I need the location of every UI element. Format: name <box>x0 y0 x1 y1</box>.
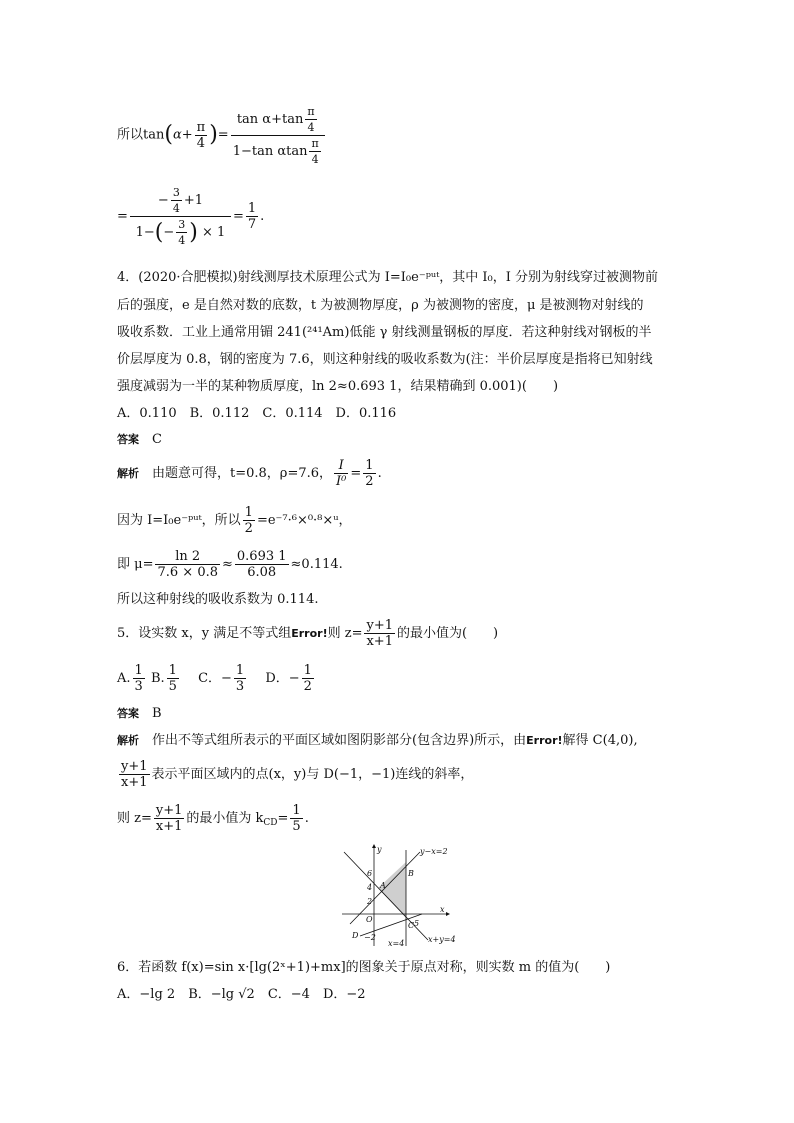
q3-plus: + <box>181 127 193 143</box>
q5-answer: 答案 B <box>117 706 162 721</box>
q4-solution-2: 因为 I=I₀e⁻ᵖᵘᵗ，所以 $\frac{1}{2}$ =e⁻⁷·⁶×⁰·⁸×ᵘ， <box>117 505 352 536</box>
label-B: B <box>408 869 414 878</box>
y-axis-arrow <box>372 844 376 848</box>
label-y-minus-x: y−x=2 <box>420 847 448 856</box>
q5-solution-1: 解析 作出不等式组所表示的平面区域如图阴影部分(包含边界)所示，由Error!解得 C(4,0), <box>117 733 638 748</box>
q3-lead: 所以tan <box>117 127 165 143</box>
label-x-axis: x <box>440 905 445 914</box>
q3-step2-fraction: − $\frac{3}{4}$ +1 1−(− $\frac{3}{4}$ ) × 1 <box>130 185 231 248</box>
q3-formula-line: 所以tan(α+ $\frac{\pi}{4}$ )= tan α+tan $\frac{\pi}{4}$ 1−tan αtan $\frac{\pi}{4}$ <box>117 100 327 170</box>
feasible-region-graph <box>336 842 462 952</box>
label-C: C <box>408 921 415 930</box>
label-x4: x=4 <box>388 939 405 948</box>
q3-pi-over-4: $\frac{\pi}{4}$ <box>196 119 206 151</box>
tick-4: 4 <box>367 883 373 892</box>
q3-result: $\frac{1}{7}$ <box>247 201 257 232</box>
q3-main-fraction: tan α+tan $\frac{\pi}{4}$ 1−tan αtan $\frac{\pi}{4}$ <box>231 104 325 167</box>
q5-solution-2: $\frac{y+1}{x+1}$ 表示平面区域内的点(x，y)与 D(−1，−1)连线的斜率， <box>121 759 474 790</box>
q4-line-2: 后的强度，e 是自然对数的底数，t 为被测物厚度，ρ 为被测物的密度，μ 是被测物对射线的 <box>117 298 644 313</box>
q5-options: A. $\frac{1}{3}$ B. $\frac{1}{5}$ C．− $\frac{1}{3}$ D．− $\frac{1}{2}$ <box>117 663 312 694</box>
tick-5: 5 <box>414 919 420 928</box>
q4-solution-3: 即 μ= $\frac{\ln 2}{7.6 \times 0.8}$ ≈ $\frac{0.693 1}{6.08}$ ≈0.114. <box>117 549 343 580</box>
q4-solution-1: 解析 由题意可得，t=0.8，ρ=7.6， $\frac{I}{\text{I⁰}}$ = $\frac{1}{2}$ . <box>117 458 382 489</box>
q4-line-5: 强度减弱为一半的某种物质厚度，ln 2≈0.693 1，结果精确到 0.001)( ) <box>117 379 559 394</box>
label-y-axis: y <box>377 845 382 854</box>
q5-solution-3: 则 z= $\frac{y+1}{x+1}$ 的最小值为 $k_{CD}=$ $\frac{1}{5}$ . <box>117 803 309 834</box>
q4-solution-4: 所以这种射线的吸收系数为 0.114. <box>117 592 319 607</box>
label-A: A <box>380 881 386 890</box>
q4-line-4: 价层厚度为 0.8，钢的密度为 7.6，则这种射线的吸收系数为(注：半价层厚度是指将已知射线 <box>117 352 653 367</box>
q4-options: A．0.110 B．0.112 C．0.114 D．0.116 <box>117 406 397 421</box>
x-axis-arrow <box>446 912 450 916</box>
q5-stem: 5．设实数 x，y 满足不等式组Error!则 z= $\frac{y+1}{x+1}$ 的最小值为( ) <box>117 618 499 649</box>
q6-stem: 6．若函数 f(x)=sin x·[lg(2ˣ+1)+mx]的图象关于原点对称，则实数 m 的值为( ) <box>117 960 611 975</box>
q3-alpha: α <box>172 127 182 143</box>
label-O: O <box>366 915 373 924</box>
tick-6: 6 <box>367 869 373 878</box>
tick-minus-2: −2 <box>364 933 376 942</box>
label-D: D <box>352 931 359 940</box>
q4-answer: 答案 C <box>117 432 162 447</box>
tick-2: 2 <box>367 897 373 906</box>
q6-options: A．−lg 2 B．−lg √2 C．−4 D．−2 <box>117 987 366 1002</box>
q3-step2-line: = − $\frac{3}{4}$ +1 1−(− $\frac{3}{4}$ ) × 1 = $\frac{1}{7}$ . <box>117 186 265 247</box>
label-x-plus-y: x+y=4 <box>428 935 456 944</box>
q3-eq: = <box>217 127 229 143</box>
q4-line-1: 4．(2020·合肥模拟)射线测厚技术原理公式为 I=I₀e⁻ᵖᵘᵗ，其中 I₀，I 分别为射线穿过被测物前 <box>117 270 659 285</box>
q4-line-3: 吸收系数．工业上通常用镅 241(²⁴¹Am)低能 γ 射线测量钢板的厚度．若这种射线对钢板的半 <box>117 325 652 340</box>
